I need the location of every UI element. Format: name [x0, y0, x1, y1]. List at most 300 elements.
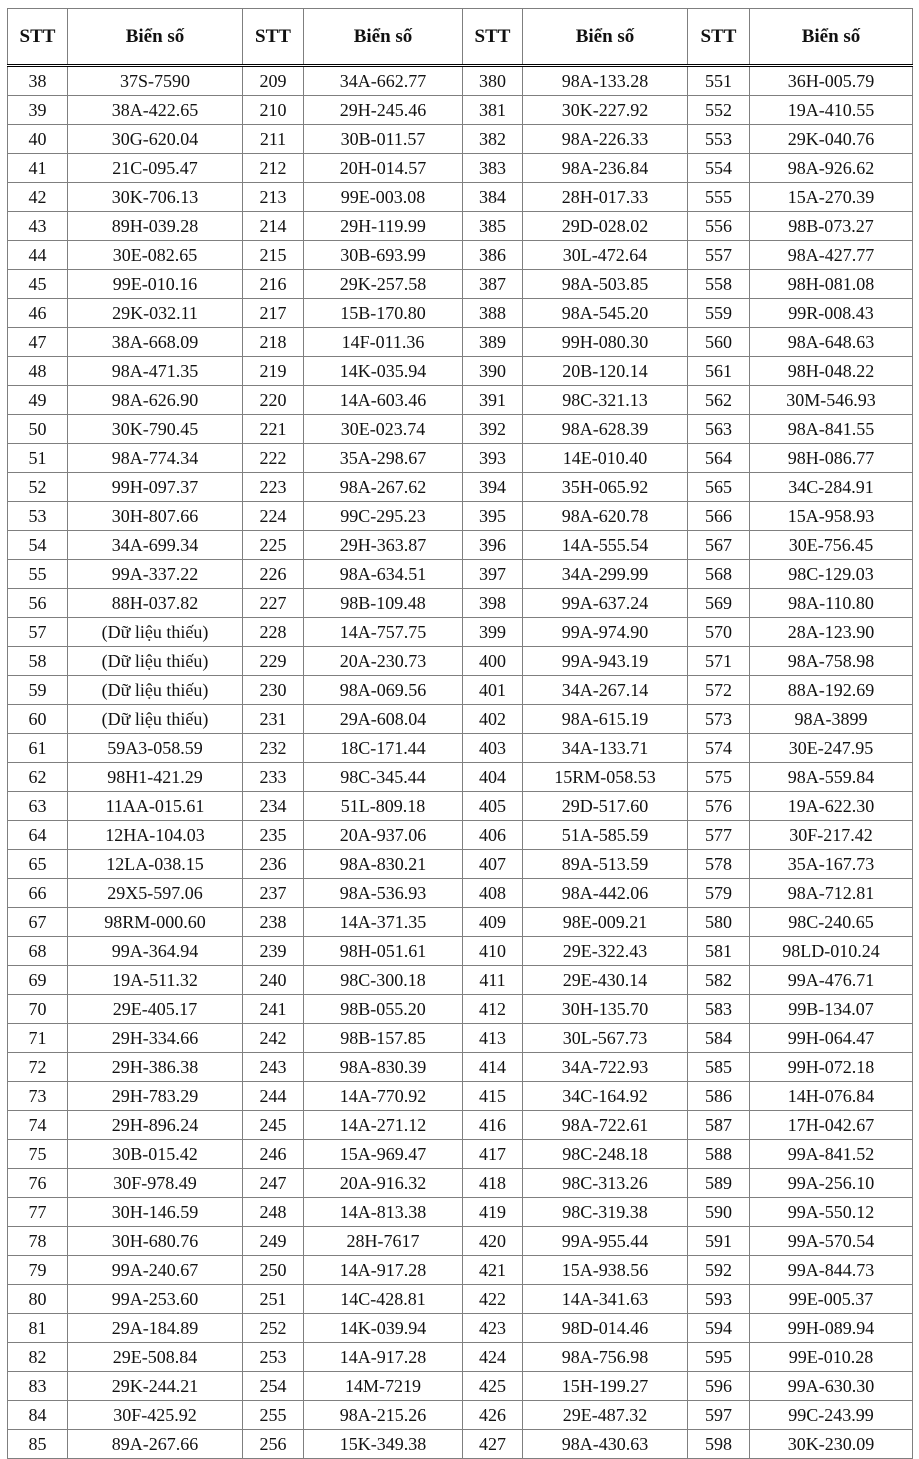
- plate-cell: 14K-035.94: [304, 357, 463, 386]
- plate-cell: 30F-217.42: [750, 821, 913, 850]
- plate-cell: 29E-487.32: [523, 1401, 688, 1430]
- stt-cell: 415: [463, 1082, 523, 1111]
- stt-cell: 64: [8, 821, 68, 850]
- header-stt-2: STT: [243, 9, 304, 66]
- stt-cell: 403: [463, 734, 523, 763]
- plate-cell: 29K-032.11: [68, 299, 243, 328]
- stt-cell: 248: [243, 1198, 304, 1227]
- plate-cell: 34C-284.91: [750, 473, 913, 502]
- plate-cell: 30L-472.64: [523, 241, 688, 270]
- stt-cell: 583: [688, 995, 750, 1024]
- plate-cell: 30K-706.13: [68, 183, 243, 212]
- stt-cell: 226: [243, 560, 304, 589]
- table-row: [8, 937, 913, 966]
- table-row: [8, 502, 913, 531]
- plate-cell: 37S-7590: [68, 66, 243, 96]
- table-row: [8, 444, 913, 473]
- plate-cell: 14M-7219: [304, 1372, 463, 1401]
- plate-cell: 20A-230.73: [304, 647, 463, 676]
- header-row: [8, 9, 913, 66]
- stt-cell: 72: [8, 1053, 68, 1082]
- plate-cell: 98E-009.21: [523, 908, 688, 937]
- stt-cell: 405: [463, 792, 523, 821]
- plate-cell: 19A-622.30: [750, 792, 913, 821]
- plate-cell: 98A-841.55: [750, 415, 913, 444]
- stt-cell: 49: [8, 386, 68, 415]
- plate-cell: 89H-039.28: [68, 212, 243, 241]
- stt-cell: 575: [688, 763, 750, 792]
- stt-cell: 384: [463, 183, 523, 212]
- table-body: [8, 66, 913, 1459]
- plate-cell: 98B-073.27: [750, 212, 913, 241]
- plate-cell: 29H-386.38: [68, 1053, 243, 1082]
- stt-cell: 245: [243, 1111, 304, 1140]
- stt-cell: 573: [688, 705, 750, 734]
- table-row: [8, 734, 913, 763]
- stt-cell: 235: [243, 821, 304, 850]
- stt-cell: 590: [688, 1198, 750, 1227]
- header-plate-1: Biển số: [68, 9, 243, 66]
- stt-cell: 218: [243, 328, 304, 357]
- plate-cell: 99R-008.43: [750, 299, 913, 328]
- table-row: [8, 1198, 913, 1227]
- stt-cell: 589: [688, 1169, 750, 1198]
- plate-cell: 14A-341.63: [523, 1285, 688, 1314]
- stt-cell: 214: [243, 212, 304, 241]
- stt-cell: 215: [243, 241, 304, 270]
- plate-cell: 34A-699.34: [68, 531, 243, 560]
- table-row: [8, 966, 913, 995]
- plate-cell: 38A-668.09: [68, 328, 243, 357]
- plate-cell: 98A-471.35: [68, 357, 243, 386]
- stt-cell: 558: [688, 270, 750, 299]
- plate-cell: 14A-757.75: [304, 618, 463, 647]
- table-row: [8, 879, 913, 908]
- plate-cell: 15A-938.56: [523, 1256, 688, 1285]
- header-plate-4: Biển số: [750, 9, 913, 66]
- stt-cell: 242: [243, 1024, 304, 1053]
- stt-cell: 222: [243, 444, 304, 473]
- plate-cell: 99H-089.94: [750, 1314, 913, 1343]
- plate-cell: 30E-756.45: [750, 531, 913, 560]
- plate-cell: 98H-051.61: [304, 937, 463, 966]
- plate-cell: 29H-363.87: [304, 531, 463, 560]
- table-row: [8, 328, 913, 357]
- stt-cell: 80: [8, 1285, 68, 1314]
- stt-cell: 43: [8, 212, 68, 241]
- table-row: [8, 241, 913, 270]
- plate-cell: 99A-844.73: [750, 1256, 913, 1285]
- stt-cell: 252: [243, 1314, 304, 1343]
- plate-cell: 14K-039.94: [304, 1314, 463, 1343]
- stt-cell: 426: [463, 1401, 523, 1430]
- plate-cell: 38A-422.65: [68, 96, 243, 125]
- plate-cell: 30M-546.93: [750, 386, 913, 415]
- stt-cell: 407: [463, 850, 523, 879]
- stt-cell: 388: [463, 299, 523, 328]
- plate-cell: 99A-974.90: [523, 618, 688, 647]
- table-row: [8, 415, 913, 444]
- stt-cell: 390: [463, 357, 523, 386]
- plate-cell: 15A-958.93: [750, 502, 913, 531]
- stt-cell: 213: [243, 183, 304, 212]
- stt-cell: 569: [688, 589, 750, 618]
- plate-cell: 11AA-015.61: [68, 792, 243, 821]
- table-row: [8, 1082, 913, 1111]
- plate-cell: 98H1-421.29: [68, 763, 243, 792]
- plate-cell: 99E-005.37: [750, 1285, 913, 1314]
- stt-cell: 41: [8, 154, 68, 183]
- stt-cell: 59: [8, 676, 68, 705]
- stt-cell: 586: [688, 1082, 750, 1111]
- plate-cell: 30E-023.74: [304, 415, 463, 444]
- table-row: [8, 183, 913, 212]
- plate-cell: 98A-427.77: [750, 241, 913, 270]
- stt-cell: 552: [688, 96, 750, 125]
- header-stt-1: STT: [8, 9, 68, 66]
- plate-cell: 28H-017.33: [523, 183, 688, 212]
- stt-cell: 255: [243, 1401, 304, 1430]
- plate-cell: 28H-7617: [304, 1227, 463, 1256]
- stt-cell: 85: [8, 1430, 68, 1459]
- stt-cell: 408: [463, 879, 523, 908]
- plate-cell: 28A-123.90: [750, 618, 913, 647]
- plate-cell: 98C-240.65: [750, 908, 913, 937]
- plate-cell: 14E-010.40: [523, 444, 688, 473]
- stt-cell: 244: [243, 1082, 304, 1111]
- stt-cell: 568: [688, 560, 750, 589]
- plate-cell: 51L-809.18: [304, 792, 463, 821]
- stt-cell: 44: [8, 241, 68, 270]
- stt-cell: 74: [8, 1111, 68, 1140]
- table-row: [8, 212, 913, 241]
- plate-cell: 99A-240.67: [68, 1256, 243, 1285]
- table-row: [8, 1372, 913, 1401]
- plate-cell: 14F-011.36: [304, 328, 463, 357]
- plate-cell: 98A-559.84: [750, 763, 913, 792]
- stt-cell: 393: [463, 444, 523, 473]
- stt-cell: 58: [8, 647, 68, 676]
- plate-cell: 19A-410.55: [750, 96, 913, 125]
- table-row: [8, 908, 913, 937]
- plate-cell: 98A-236.84: [523, 154, 688, 183]
- plate-cell: 30F-425.92: [68, 1401, 243, 1430]
- plate-cell: 29E-508.84: [68, 1343, 243, 1372]
- stt-cell: 212: [243, 154, 304, 183]
- stt-cell: 234: [243, 792, 304, 821]
- stt-cell: 380: [463, 66, 523, 96]
- plate-cell: 14A-603.46: [304, 386, 463, 415]
- stt-cell: 240: [243, 966, 304, 995]
- stt-cell: 566: [688, 502, 750, 531]
- stt-cell: 76: [8, 1169, 68, 1198]
- stt-cell: 580: [688, 908, 750, 937]
- plate-cell: 35A-298.67: [304, 444, 463, 473]
- table-row: [8, 792, 913, 821]
- stt-cell: 424: [463, 1343, 523, 1372]
- stt-cell: 249: [243, 1227, 304, 1256]
- table-row: [8, 850, 913, 879]
- plate-cell: 12HA-104.03: [68, 821, 243, 850]
- stt-cell: 40: [8, 125, 68, 154]
- table-row: [8, 154, 913, 183]
- stt-cell: 395: [463, 502, 523, 531]
- stt-cell: 51: [8, 444, 68, 473]
- stt-cell: 406: [463, 821, 523, 850]
- plate-cell: 99H-064.47: [750, 1024, 913, 1053]
- plate-cell: 98C-319.38: [523, 1198, 688, 1227]
- table-row: [8, 995, 913, 1024]
- plate-cell: 98A-634.51: [304, 560, 463, 589]
- stt-cell: 553: [688, 125, 750, 154]
- stt-cell: 400: [463, 647, 523, 676]
- stt-cell: 224: [243, 502, 304, 531]
- stt-cell: 82: [8, 1343, 68, 1372]
- plate-cell: 29H-783.29: [68, 1082, 243, 1111]
- plate-cell: 51A-585.59: [523, 821, 688, 850]
- stt-cell: 555: [688, 183, 750, 212]
- stt-cell: 382: [463, 125, 523, 154]
- stt-cell: 420: [463, 1227, 523, 1256]
- stt-cell: 383: [463, 154, 523, 183]
- stt-cell: 219: [243, 357, 304, 386]
- plate-cell: 30H-135.70: [523, 995, 688, 1024]
- stt-cell: 77: [8, 1198, 68, 1227]
- stt-cell: 394: [463, 473, 523, 502]
- stt-cell: 565: [688, 473, 750, 502]
- table-row: [8, 1285, 913, 1314]
- plate-cell: 30H-680.76: [68, 1227, 243, 1256]
- plate-cell: 30K-790.45: [68, 415, 243, 444]
- stt-cell: 246: [243, 1140, 304, 1169]
- stt-cell: 570: [688, 618, 750, 647]
- plate-cell: 15K-349.38: [304, 1430, 463, 1459]
- plate-cell: 99A-630.30: [750, 1372, 913, 1401]
- stt-cell: 229: [243, 647, 304, 676]
- plate-cell: 98A-503.85: [523, 270, 688, 299]
- stt-cell: 392: [463, 415, 523, 444]
- plate-cell: 15H-199.27: [523, 1372, 688, 1401]
- plate-cell: 15RM-058.53: [523, 763, 688, 792]
- plate-cell: 99H-080.30: [523, 328, 688, 357]
- plate-cell: 14A-371.35: [304, 908, 463, 937]
- plate-cell: 98A-3899: [750, 705, 913, 734]
- plate-cell: 98A-430.63: [523, 1430, 688, 1459]
- stt-cell: 597: [688, 1401, 750, 1430]
- plate-cell: 29A-608.04: [304, 705, 463, 734]
- stt-cell: 595: [688, 1343, 750, 1372]
- table-row: [8, 560, 913, 589]
- table-row: [8, 1024, 913, 1053]
- stt-cell: 398: [463, 589, 523, 618]
- plate-cell: 21C-095.47: [68, 154, 243, 183]
- stt-cell: 230: [243, 676, 304, 705]
- plate-cell: 12LA-038.15: [68, 850, 243, 879]
- stt-cell: 250: [243, 1256, 304, 1285]
- stt-cell: 69: [8, 966, 68, 995]
- plate-cell: 34A-299.99: [523, 560, 688, 589]
- stt-cell: 567: [688, 531, 750, 560]
- stt-cell: 241: [243, 995, 304, 1024]
- plate-cell: 30L-567.73: [523, 1024, 688, 1053]
- plate-cell: 30K-230.09: [750, 1430, 913, 1459]
- plate-cell: 98A-830.21: [304, 850, 463, 879]
- stt-cell: 47: [8, 328, 68, 357]
- plate-cell: 99C-295.23: [304, 502, 463, 531]
- stt-cell: 559: [688, 299, 750, 328]
- plate-cell: 99C-243.99: [750, 1401, 913, 1430]
- table-row: [8, 357, 913, 386]
- table-row: [8, 270, 913, 299]
- stt-cell: 385: [463, 212, 523, 241]
- table-row: [8, 705, 913, 734]
- stt-cell: 417: [463, 1140, 523, 1169]
- plate-cell: 30E-082.65: [68, 241, 243, 270]
- header-plate-2: Biển số: [304, 9, 463, 66]
- stt-cell: 593: [688, 1285, 750, 1314]
- stt-cell: 585: [688, 1053, 750, 1082]
- stt-cell: 386: [463, 241, 523, 270]
- plate-cell: 99A-637.24: [523, 589, 688, 618]
- stt-cell: 422: [463, 1285, 523, 1314]
- plate-cell: 14H-076.84: [750, 1082, 913, 1111]
- stt-cell: 61: [8, 734, 68, 763]
- stt-cell: 225: [243, 531, 304, 560]
- table-row: [8, 647, 913, 676]
- plate-cell: 29E-322.43: [523, 937, 688, 966]
- plate-cell: 29K-244.21: [68, 1372, 243, 1401]
- plate-cell: 29H-119.99: [304, 212, 463, 241]
- plate-cell: 99E-010.28: [750, 1343, 913, 1372]
- plate-cell: 36H-005.79: [750, 66, 913, 96]
- plate-cell: 29H-334.66: [68, 1024, 243, 1053]
- plate-cell: 99E-010.16: [68, 270, 243, 299]
- plate-cell: 99A-841.52: [750, 1140, 913, 1169]
- stt-cell: 413: [463, 1024, 523, 1053]
- stt-cell: 84: [8, 1401, 68, 1430]
- stt-cell: 396: [463, 531, 523, 560]
- plate-cell: 30G-620.04: [68, 125, 243, 154]
- stt-cell: 572: [688, 676, 750, 705]
- plate-cell: 98A-267.62: [304, 473, 463, 502]
- stt-cell: 411: [463, 966, 523, 995]
- plate-cell: 15B-170.80: [304, 299, 463, 328]
- plate-cell: 34C-164.92: [523, 1082, 688, 1111]
- stt-cell: 220: [243, 386, 304, 415]
- stt-cell: 78: [8, 1227, 68, 1256]
- stt-cell: 412: [463, 995, 523, 1024]
- plate-cell: 98A-774.34: [68, 444, 243, 473]
- stt-cell: 592: [688, 1256, 750, 1285]
- plate-cell: 98A-722.61: [523, 1111, 688, 1140]
- table-row: [8, 763, 913, 792]
- stt-cell: 66: [8, 879, 68, 908]
- plate-cell: 34A-662.77: [304, 66, 463, 96]
- stt-cell: 54: [8, 531, 68, 560]
- plate-cell: 35H-065.92: [523, 473, 688, 502]
- stt-cell: 391: [463, 386, 523, 415]
- table-row: [8, 1053, 913, 1082]
- plate-cell: 14C-428.81: [304, 1285, 463, 1314]
- plate-cell: 98A-110.80: [750, 589, 913, 618]
- plate-cell: 98C-248.18: [523, 1140, 688, 1169]
- stt-cell: 587: [688, 1111, 750, 1140]
- plate-cell: 34A-133.71: [523, 734, 688, 763]
- stt-cell: 256: [243, 1430, 304, 1459]
- stt-cell: 409: [463, 908, 523, 937]
- stt-cell: 83: [8, 1372, 68, 1401]
- stt-cell: 236: [243, 850, 304, 879]
- plate-cell: 15A-270.39: [750, 183, 913, 212]
- stt-cell: 81: [8, 1314, 68, 1343]
- stt-cell: 55: [8, 560, 68, 589]
- plate-cell: 18C-171.44: [304, 734, 463, 763]
- plate-cell: 30H-146.59: [68, 1198, 243, 1227]
- plate-cell: 34A-722.93: [523, 1053, 688, 1082]
- plate-cell: (Dữ liệu thiếu): [68, 647, 243, 676]
- stt-cell: 42: [8, 183, 68, 212]
- stt-cell: 410: [463, 937, 523, 966]
- stt-cell: 39: [8, 96, 68, 125]
- stt-cell: 419: [463, 1198, 523, 1227]
- table-row: [8, 1314, 913, 1343]
- table-row: [8, 1140, 913, 1169]
- stt-cell: 423: [463, 1314, 523, 1343]
- table-row: [8, 1111, 913, 1140]
- stt-cell: 414: [463, 1053, 523, 1082]
- stt-cell: 232: [243, 734, 304, 763]
- plate-cell: 98H-048.22: [750, 357, 913, 386]
- stt-cell: 239: [243, 937, 304, 966]
- plate-cell: 98A-648.63: [750, 328, 913, 357]
- plate-cell: 98A-712.81: [750, 879, 913, 908]
- stt-cell: 551: [688, 66, 750, 96]
- plate-cell: 19A-511.32: [68, 966, 243, 995]
- stt-cell: 79: [8, 1256, 68, 1285]
- plate-cell: 98A-758.98: [750, 647, 913, 676]
- stt-cell: 401: [463, 676, 523, 705]
- stt-cell: 421: [463, 1256, 523, 1285]
- plate-cell: 29D-517.60: [523, 792, 688, 821]
- stt-cell: 387: [463, 270, 523, 299]
- stt-cell: 67: [8, 908, 68, 937]
- plate-cell: 14A-917.28: [304, 1256, 463, 1285]
- stt-cell: 402: [463, 705, 523, 734]
- plate-cell: 98D-014.46: [523, 1314, 688, 1343]
- table-row: [8, 299, 913, 328]
- plate-cell: 99A-337.22: [68, 560, 243, 589]
- stt-cell: 53: [8, 502, 68, 531]
- stt-cell: 588: [688, 1140, 750, 1169]
- plate-cell: 99A-943.19: [523, 647, 688, 676]
- stt-cell: 251: [243, 1285, 304, 1314]
- plate-cell: 98A-215.26: [304, 1401, 463, 1430]
- stt-cell: 427: [463, 1430, 523, 1459]
- plate-cell: 29A-184.89: [68, 1314, 243, 1343]
- plate-cell: 14A-770.92: [304, 1082, 463, 1111]
- table-row: [8, 473, 913, 502]
- header-stt-3: STT: [463, 9, 523, 66]
- plate-cell: 29H-245.46: [304, 96, 463, 125]
- plate-cell: 98A-830.39: [304, 1053, 463, 1082]
- stt-cell: 211: [243, 125, 304, 154]
- plate-cell: 14A-555.54: [523, 531, 688, 560]
- stt-cell: 56: [8, 589, 68, 618]
- plate-cell: 98C-313.26: [523, 1169, 688, 1198]
- stt-cell: 591: [688, 1227, 750, 1256]
- table-row: [8, 1401, 913, 1430]
- plate-cell: 30B-011.57: [304, 125, 463, 154]
